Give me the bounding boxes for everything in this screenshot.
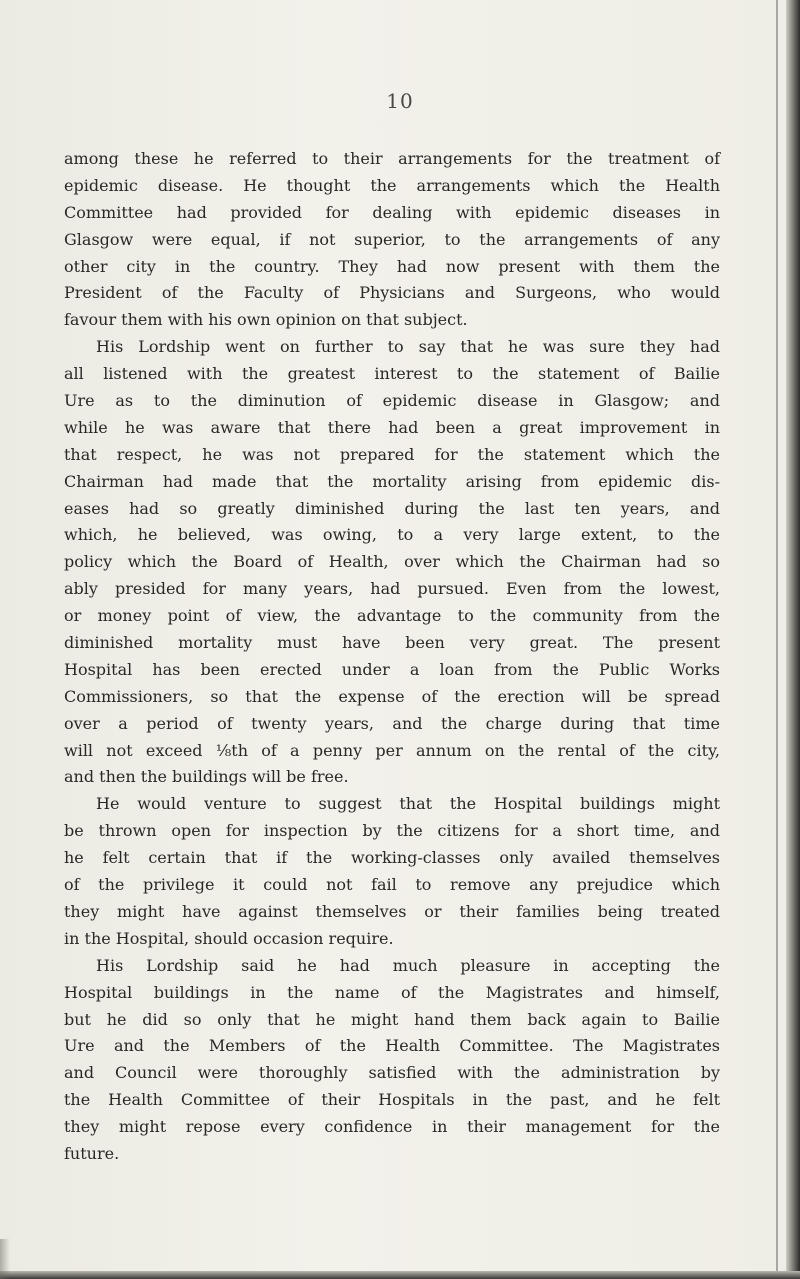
text-line: Commissioners, so that the expense of the erection will be spread: [64, 686, 720, 706]
text-line: he felt certain that if the working-classes only availed themselves: [64, 848, 720, 868]
text-line: Glasgow were equal, if not superior, to the arrangements of any: [64, 229, 720, 249]
text-line: Ure and the Members of the Health Committee. The Magistrates: [64, 1036, 720, 1056]
text-line: future.: [64, 1143, 120, 1163]
text-line: eases had so greatly diminished during the last ten years, and: [64, 498, 720, 518]
text-line: in the Hospital, should occasion require.: [64, 928, 394, 948]
text-line: Committee had provided for dealing with epidemic diseases in: [64, 202, 720, 222]
page-number: 10: [386, 89, 414, 113]
text-line: will not exceed ⅛th of a penny per annum on the rental of the city,: [64, 740, 720, 760]
text-line: ably presided for many years, had pursued. Even from the lowest,: [64, 579, 720, 599]
text-line: the Health Committee of their Hospitals in the past, and he felt: [64, 1090, 720, 1110]
text-line: President of the Faculty of Physicians and Surgeons, who would: [64, 283, 720, 303]
text-line: other city in the country. They had now present with them the: [64, 256, 720, 276]
text-line: Hospital buildings in the name of the Magistrates and himself,: [64, 982, 720, 1002]
text-line: but he did so only that he might hand them back again to Bailie: [64, 1009, 720, 1029]
text-line: diminished mortality must have been very great. The present: [64, 633, 720, 653]
text-line: epidemic disease. He thought the arrangements which the Health: [64, 175, 720, 195]
text-line: they might repose every confidence in their management for the: [64, 1117, 720, 1137]
text-line: that respect, he was not prepared for the statement which the: [64, 444, 720, 464]
text-line: Chairman had made that the mortality arising from epidemic dis-: [64, 471, 720, 491]
text-line: among these he referred to their arrangements for the treatment of: [64, 149, 720, 168]
text-line: favour them with his own opinion on that subject.: [64, 310, 468, 330]
text-line: over a period of twenty years, and the charge during that time: [64, 713, 720, 733]
text-line: they might have against themselves or their families being treated: [64, 901, 720, 921]
text-line: His Lordship went on further to say that he was sure they had: [96, 337, 720, 357]
text-line: which, he believed, was owing, to a very large extent, to the: [64, 525, 720, 545]
text-line: and Council were thoroughly satisfied with the administration by: [64, 1063, 720, 1083]
text-line: His Lordship said he had much pleasure in accepting the: [96, 955, 720, 975]
text-line: be thrown open for inspection by the citizens for a short time, and: [64, 821, 720, 841]
text-line: all listened with the greatest interest to the statement of Bailie: [64, 364, 720, 384]
text-line: Hospital has been erected under a loan from the Public Works: [64, 659, 720, 679]
page-corner-shadow: [0, 1239, 10, 1279]
text-line: policy which the Board of Health, over which the Chairman had so: [64, 552, 720, 572]
page-fold-line: [776, 0, 778, 1279]
body-text: [64, 146, 720, 1168]
text-line: He would venture to suggest that the Hospital buildings might: [96, 794, 720, 814]
text-line: and then the buildings will be free.: [64, 767, 349, 787]
book-spine-edge: [786, 0, 800, 1279]
page-bottom-edge: [0, 1271, 800, 1279]
text-line: Ure as to the diminution of epidemic disease in Glasgow; and: [64, 391, 720, 411]
text-line: while he was aware that there had been a great improvement in: [64, 417, 720, 437]
text-line: or money point of view, the advantage to the community from the: [64, 606, 720, 626]
text-line: of the privilege it could not fail to remove any prejudice which: [64, 875, 720, 895]
